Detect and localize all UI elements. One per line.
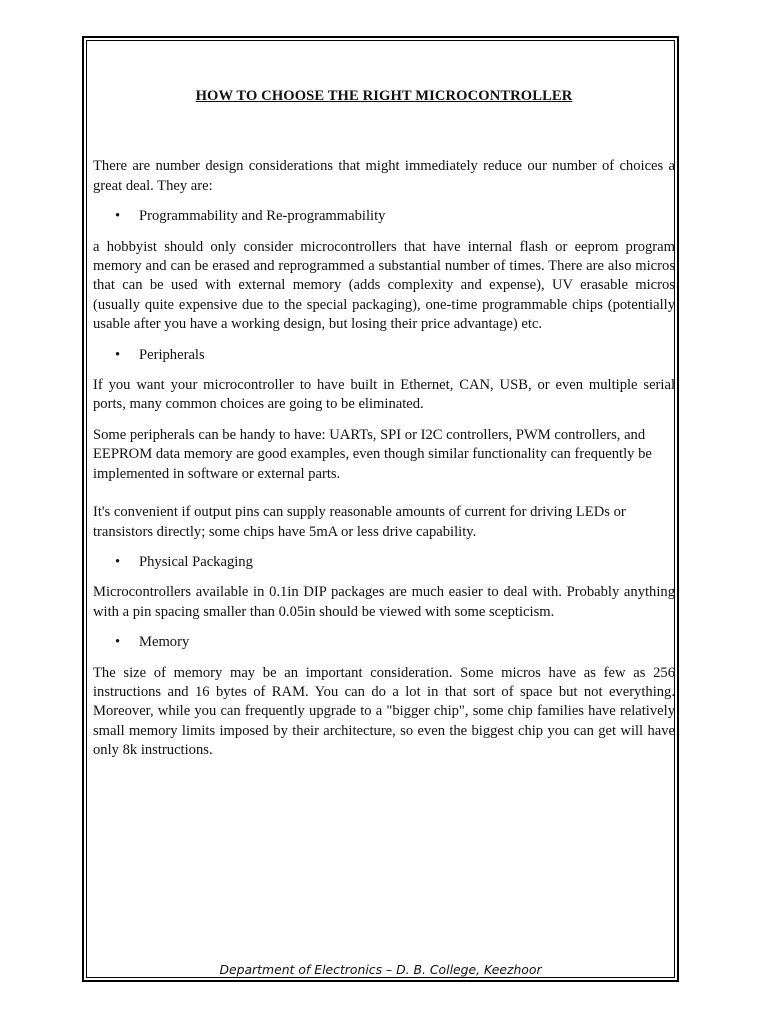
peripherals-paragraph-1: If you want your microcontroller to have built in Ethernet, CAN, USB, or even multiple serial ports, many common choices are going to be eliminated.: [93, 377, 675, 413]
peripherals-paragraph-3: It's convenient if output pins can supply reasonable amounts of current for driving LEDs or transistors directly; some chips have 5mA or less drive capability.: [93, 504, 626, 540]
page-footer: Department of Electronics – D. B. College, Keezhoor: [219, 962, 542, 977]
section-heading-packaging: • Physical Packaging: [93, 553, 675, 572]
memory-paragraph: The size of memory may be an important consideration. Some micros have as few as 256 instructions and 16 bytes of RAM. You can do a lot in that sort of space but not everything. Moreover, while you can frequently upgrade to a "bigger chip", some chip families have relatively small memory limits imposed by their architecture, so even the biggest chip you can get will have only 8k instructions.: [93, 664, 675, 759]
section-heading-memory: • Memory: [93, 633, 675, 652]
peripherals-paragraph-2: Some peripherals can be handy to have: UARTs, SPI or I2C controllers, PWM controllers, and EEPROM data memory are good examples, even though similar functionality can frequently be implemented in software or external parts.: [93, 426, 652, 482]
document-title: HOW TO CHOOSE THE RIGHT MICROCONTROLLER: [195, 88, 573, 104]
programmability-paragraph: a hobbyist should only consider microcontrollers that have internal flash or eeprom program memory and can be erased and reprogrammed a substantial number of times. There are also micros that can be used with external memory (adds complexity and expense), UV erasable micros (usually quite expensive due to the special packaging), one-time programmable chips (potentially usable after you have a working design, but losing their price advantage) etc.: [93, 238, 675, 333]
section-heading-programmability: • Programmability and Re-programmability: [93, 207, 675, 226]
packaging-paragraph: Microcontrollers available in 0.1in DIP packages are much easier to deal with. Probably anything with a pin spacing smaller than 0.05in should be viewed with some scepticism.: [93, 584, 675, 620]
document-body: [93, 87, 675, 772]
intro-paragraph: There are number design considerations that might immediately reduce our number of choices a great deal. They are:: [93, 158, 675, 194]
section-heading-peripherals: • Peripherals: [93, 346, 675, 365]
